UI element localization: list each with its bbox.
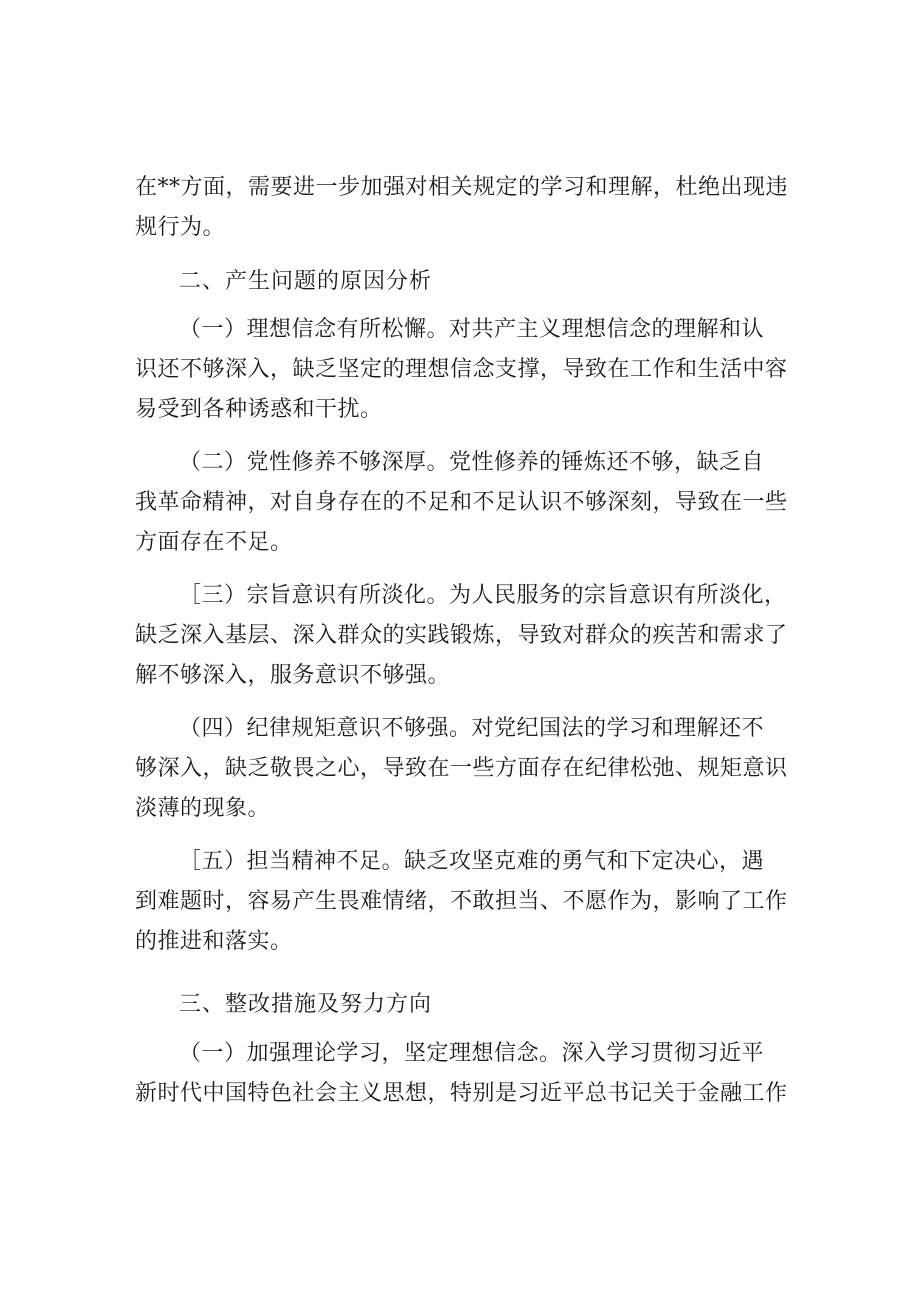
text-line: 我革命精神，对自身存在的不足和不足认识不够深刻，导致在一些 — [135, 490, 788, 515]
text-line: 够深入，缺乏敬畏之心，导致在一些方面存在纪律松弛、规矩意识 — [135, 756, 788, 781]
paragraph-theory-study — [135, 1034, 800, 1114]
text-line: 淡薄的现象。 — [135, 796, 271, 821]
text-line: （四）纪律规矩意识不够强。对党纪国法的学习和理解还不 — [179, 716, 765, 741]
text-line: 在**方面，需要进一步加强对相关规定的学习和理解，杜绝出现违 — [135, 175, 789, 200]
text-line: 缺乏深入基层、深入群众的实践锻炼，导致对群众的疾苦和需求了 — [135, 623, 788, 648]
text-line: 识还不够深入，缺乏坚定的理想信念支撑，导致在工作和生活中容 — [135, 357, 788, 382]
paragraph-party-spirit — [135, 443, 800, 563]
paragraph-compliance-continuation — [135, 168, 800, 248]
paragraph-discipline — [135, 709, 800, 829]
text-line: 易受到各种诱惑和干扰。 — [135, 397, 383, 422]
text-line: 的推进和落实。 — [135, 929, 293, 954]
text-line: （一）理想信念有所松懈。对共产主义理想信念的理解和认 — [179, 317, 765, 342]
text-line: （一）加强理论学习，坚定理想信念。深入学习贯彻习近平 — [179, 1041, 765, 1066]
section-heading-rectification: 三、整改措施及努力方向 — [179, 992, 433, 1017]
text-line: 解不够深入，服务意识不够强。 — [135, 663, 451, 688]
text-line: ［三）宗旨意识有所淡化。为人民服务的宗旨意识有所淡化， — [179, 583, 787, 608]
text-line: ［五）担当精神不足。缺乏攻坚克难的勇气和下定决心，遇 — [179, 849, 765, 874]
text-line: （二）党性修养不够深厚。党性修养的锤炼还不够，缺乏自 — [179, 450, 765, 475]
paragraph-responsibility — [135, 842, 800, 962]
paragraph-ideals-beliefs — [135, 310, 800, 430]
section-heading-cause-analysis: 二、产生问题的原因分析 — [179, 269, 433, 294]
text-line: 方面存在不足。 — [135, 530, 293, 555]
text-line: 规行为。 — [135, 215, 226, 240]
text-line: 新时代中国特色社会主义思想，特别是习近平总书记关于金融工作 — [135, 1081, 788, 1106]
text-line: 到难题时，容易产生畏难情绪，不敢担当、不愿作为，影响了工作 — [135, 889, 788, 914]
paragraph-purpose-awareness — [135, 576, 800, 696]
